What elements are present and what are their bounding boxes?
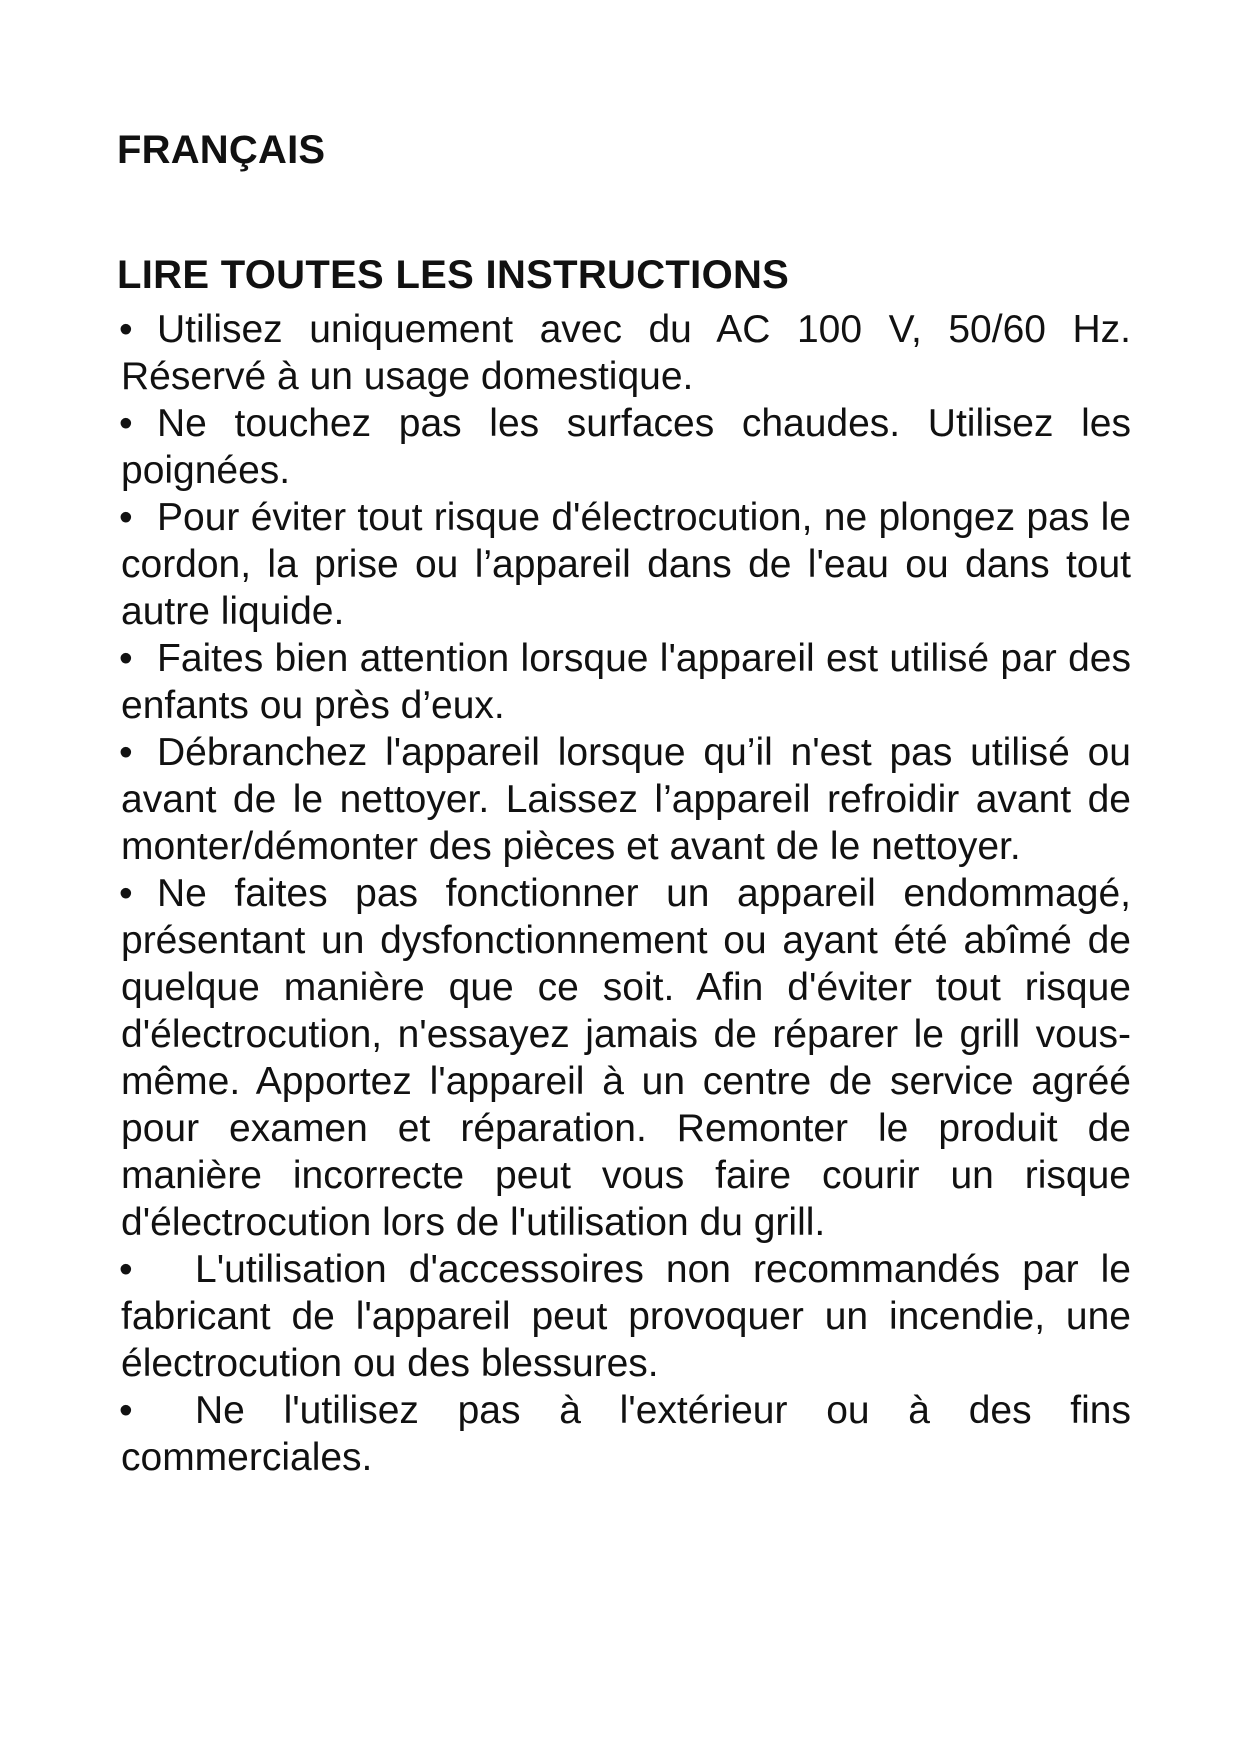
instruction-item: [121, 870, 1131, 1246]
instruction-text: Faites bien attention lorsque l'appareil est utilisé par des enfants ou près d’eux.: [121, 637, 1131, 727]
instruction-item: [121, 494, 1131, 635]
instruction-text: Pour éviter tout risque d'électrocution, ne plongez pas le cordon, la prise ou l’appareil dans de l'eau ou dans tout autre liquide.: [121, 496, 1131, 633]
instruction-text: Ne l'utilisez pas à l'extérieur ou à des fins commerciales.: [121, 1389, 1131, 1479]
bullet-icon: •: [119, 637, 133, 680]
bullet-icon: •: [119, 872, 133, 915]
bullet-icon: •: [119, 402, 133, 445]
language-heading: FRANÇAIS: [117, 128, 326, 172]
instruction-item: [121, 635, 1131, 729]
instruction-text: Ne faites pas fonctionner un appareil endommagé, présentant un dysfonctionnement ou ayant été abîmé de quelque manière que ce soit. Afin d'éviter tout risque d'électrocution, n'essayez jamais de réparer le grill vous-même. Apportez l'appareil à un centre de service agréé pour examen et réparation. Remonter le produit de manière incorrecte peut vous faire courir un risque d'électrocution lors de l'utilisation du grill.: [121, 872, 1131, 1244]
instructions-list: [121, 306, 1131, 1481]
instruction-text: Débranchez l'appareil lorsque qu’il n'est pas utilisé ou avant de le nettoyer. Laissez l’appareil refroidir avant de monter/démonter des pièces et avant de le nettoyer.: [121, 731, 1131, 868]
instruction-item: [121, 1387, 1131, 1481]
instruction-item: [121, 400, 1131, 494]
instruction-text: L'utilisation d'accessoires non recommandés par le fabricant de l'appareil peut provoquer un incendie, une électrocution ou des blessures.: [121, 1248, 1131, 1385]
bullet-icon: •: [119, 1248, 133, 1291]
bullet-icon: •: [119, 308, 133, 351]
section-heading: LIRE TOUTES LES INSTRUCTIONS: [117, 253, 790, 297]
bullet-icon: •: [119, 1389, 133, 1432]
instruction-text: Ne touchez pas les surfaces chaudes. Utilisez les poignées.: [121, 402, 1131, 492]
instruction-item: [121, 1246, 1131, 1387]
bullet-icon: •: [119, 496, 133, 539]
instruction-item: [121, 729, 1131, 870]
instruction-item: [121, 306, 1131, 400]
bullet-icon: •: [119, 731, 133, 774]
instruction-text: Utilisez uniquement avec du AC 100 V, 50/60 Hz. Réservé à un usage domestique.: [121, 308, 1131, 398]
